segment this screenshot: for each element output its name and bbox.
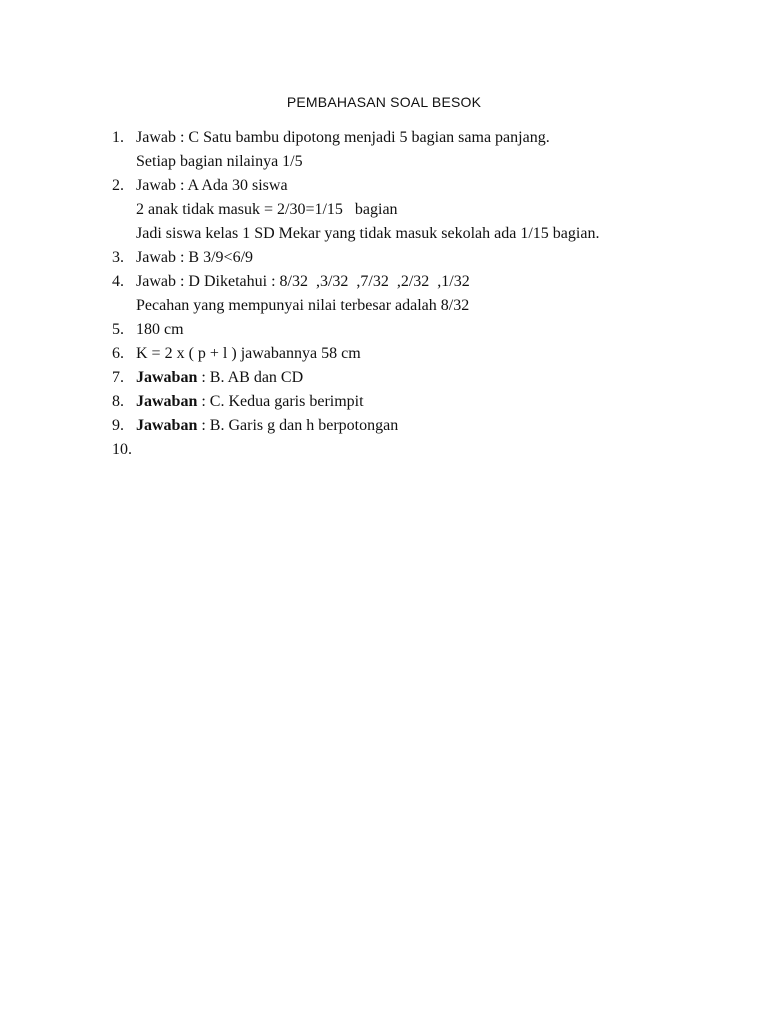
answer-label: Jawaban	[136, 369, 198, 386]
answer-item-4	[112, 270, 599, 318]
item-number: 7.	[112, 369, 124, 386]
answer-item-10	[112, 438, 599, 462]
item-line	[136, 414, 599, 438]
answer-label: Jawaban	[136, 393, 198, 410]
answer-text: : B. AB dan CD	[197, 369, 304, 386]
item-line: 180 cm	[136, 321, 184, 338]
answer-item-6	[112, 342, 599, 366]
item-number: 4.	[112, 273, 124, 290]
answer-item-1	[112, 126, 599, 174]
item-number: 1.	[112, 129, 124, 146]
item-line	[136, 438, 599, 462]
answer-item-2	[112, 174, 599, 246]
item-number: 10.	[112, 441, 132, 458]
item-line: Pecahan yang mempunyai nilai terbesar adalah 8/32	[136, 297, 470, 314]
answer-label: Jawaban	[136, 417, 198, 434]
item-line: Jawab : D Diketahui : 8/32 ,3/32 ,7/32 ,2/32 ,1/32	[136, 273, 470, 290]
item-number: 3.	[112, 249, 124, 266]
item-number: 8.	[112, 393, 124, 410]
item-number: 9.	[112, 417, 124, 434]
item-line	[136, 366, 599, 390]
answer-item-7	[112, 366, 599, 390]
item-line: 2 anak tidak masuk = 2/30=1/15 bagian	[136, 201, 398, 218]
item-number: 5.	[112, 321, 124, 338]
item-line: Jawab : A Ada 30 siswa	[136, 177, 288, 194]
item-line	[136, 390, 599, 414]
item-line: Setiap bagian nilainya 1/5	[136, 153, 303, 170]
answer-list	[112, 126, 599, 462]
answer-item-9	[112, 414, 599, 438]
answer-text: : B. Garis g dan h berpotongan	[197, 417, 399, 434]
answer-item-8	[112, 390, 599, 414]
item-number: 6.	[112, 345, 124, 362]
item-line: Jadi siswa kelas 1 SD Mekar yang tidak masuk sekolah ada 1/15 bagian.	[136, 225, 600, 242]
item-number: 2.	[112, 177, 124, 194]
item-line: K = 2 x ( p + l ) jawabannya 58 cm	[136, 345, 361, 362]
document-title: PEMBAHASAN SOAL BESOK	[286, 94, 482, 110]
item-line: Jawab : C Satu bambu dipotong menjadi 5 bagian sama panjang.	[136, 129, 550, 146]
answer-text: : C. Kedua garis berimpit	[197, 393, 364, 410]
answer-item-5	[112, 318, 599, 342]
item-line: Jawab : B 3/9<6/9	[136, 249, 254, 266]
answer-item-3	[112, 246, 599, 270]
